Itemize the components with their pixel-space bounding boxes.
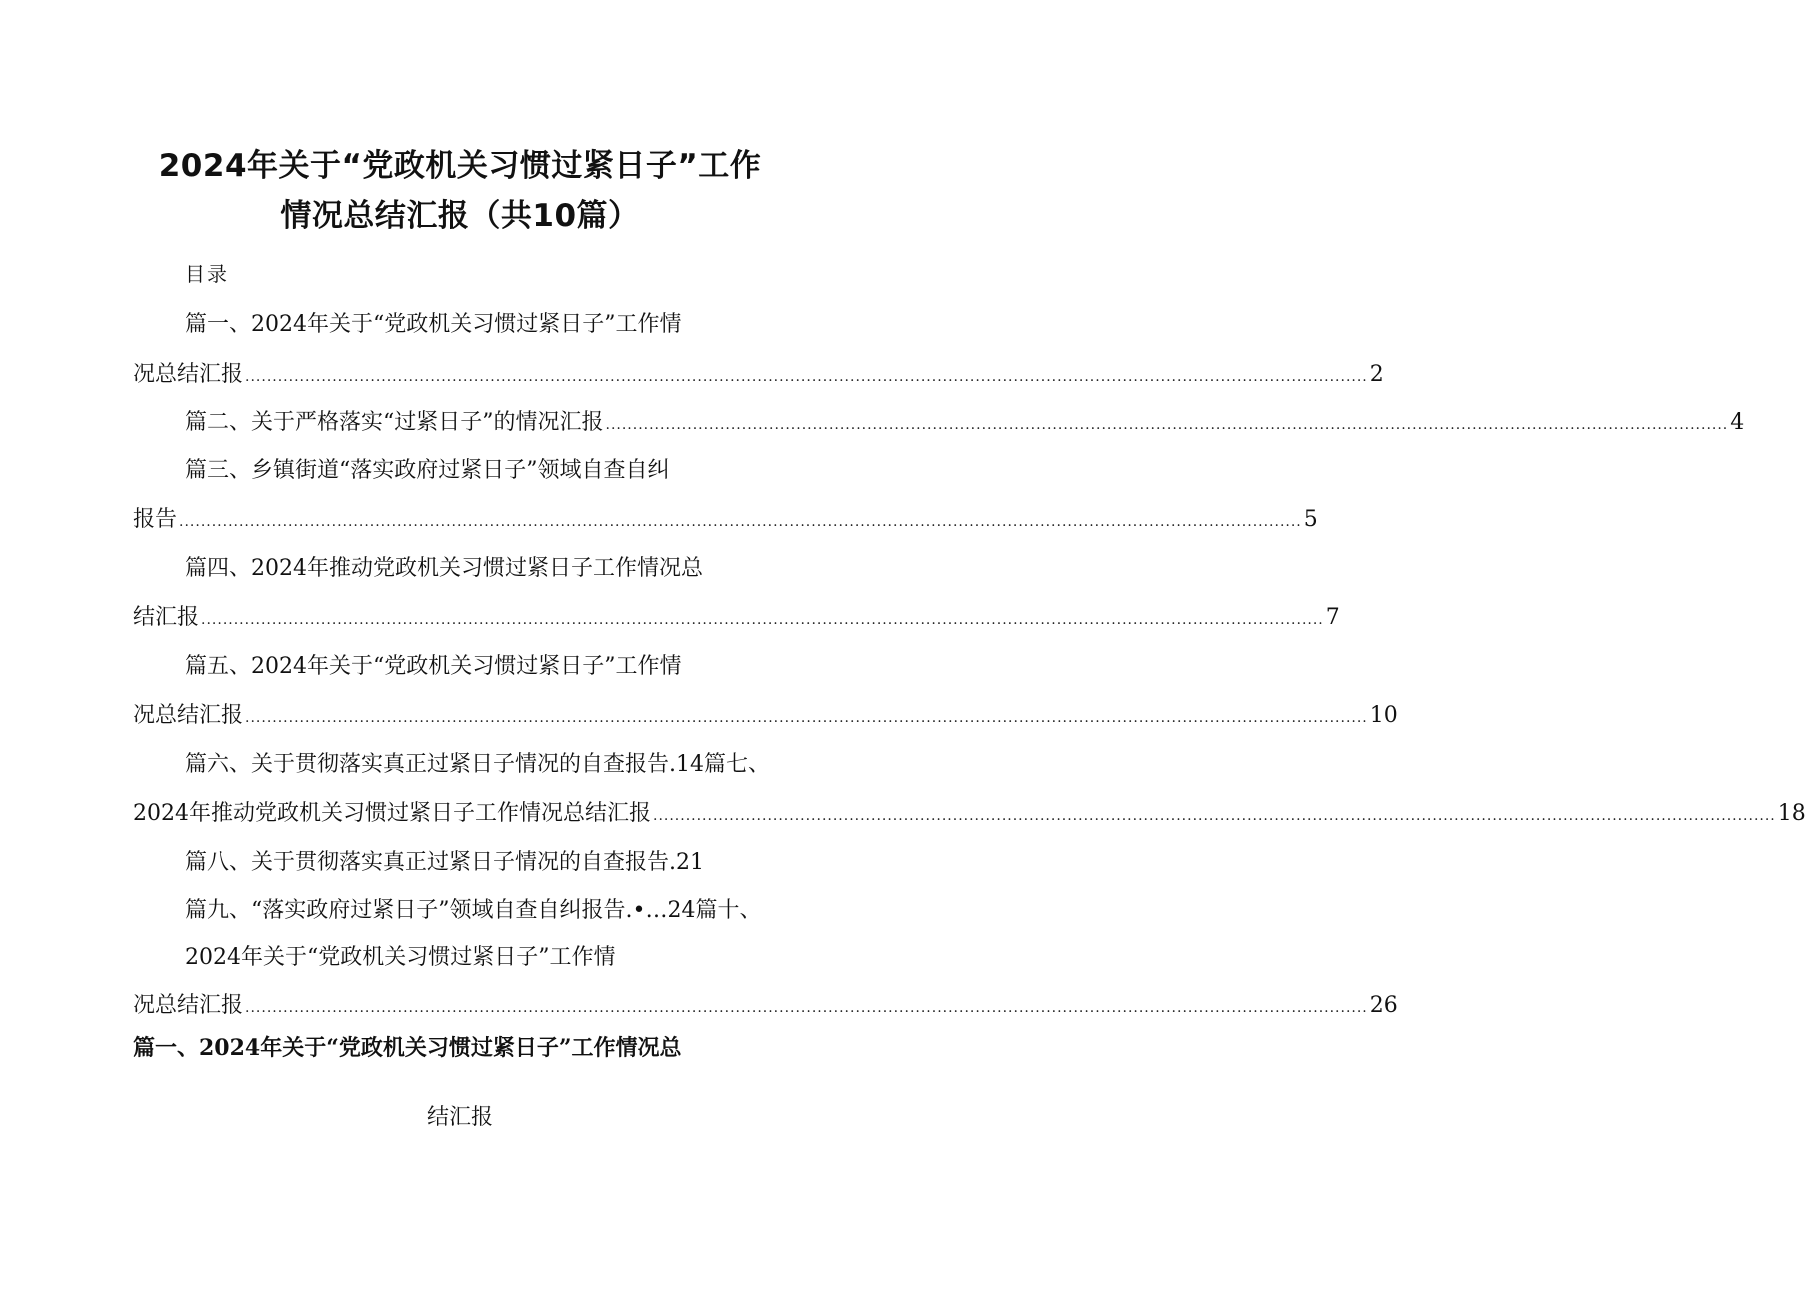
toc-leader-dots: ..............................................................................................................................................................................................................: [605, 417, 1729, 433]
toc-page-number: 2: [1369, 362, 1384, 387]
toc-leader-dots: ..............................................................................................................................................................................................................: [653, 808, 1776, 824]
toc-entry-5-line-2[interactable]: [133, 701, 1398, 731]
toc-entry-text: 况总结汇报: [133, 993, 244, 1018]
document-title-line-1: 2024年关于“党政机关习惯过紧日子”工作: [158, 148, 762, 184]
toc-entry-8[interactable]: 篇八、关于贯彻落实真正过紧日子情况的自查报告.21: [185, 850, 704, 875]
toc-entry-text: 况总结汇报: [133, 703, 244, 728]
toc-heading: 目录: [185, 262, 229, 286]
section-1-title-line-1: 篇一、2024年关于“党政机关习惯过紧日子”工作情况总: [133, 1035, 682, 1061]
toc-page-number: 5: [1303, 507, 1318, 532]
toc-page-number: 7: [1325, 605, 1340, 630]
document-title-line-2: 情况总结汇报（共10篇）: [280, 198, 640, 234]
toc-leader-dots: ..............................................................................................................................................................................................................: [179, 514, 1302, 530]
toc-entry-10-line-2[interactable]: [133, 991, 1398, 1021]
toc-leader-dots: ..............................................................................................................................................................................................................: [245, 369, 1368, 385]
toc-entry-7-line-2[interactable]: [133, 799, 1806, 829]
toc-entry-9-line-1[interactable]: 篇九、“落实政府过紧日子”领域自查自纠报告.•…24篇十、: [185, 898, 762, 923]
toc-entry-1-line-2[interactable]: [133, 360, 1384, 390]
toc-entry-3-line-1[interactable]: 篇三、乡镇街道“落实政府过紧日子”领域自查自纠: [185, 458, 670, 483]
toc-entry-text: 结汇报: [133, 605, 200, 630]
toc-entry-text: 2024年推动党政机关习惯过紧日子工作情况总结汇报: [133, 801, 651, 826]
toc-entry-4-line-1[interactable]: 篇四、2024年推动党政机关习惯过紧日子工作情况总: [185, 556, 703, 581]
toc-entry-10-line-1[interactable]: 2024年关于“党政机关习惯过紧日子”工作情: [185, 945, 616, 970]
toc-page-number: 10: [1369, 703, 1398, 728]
section-1-title-line-2: 结汇报: [426, 1105, 493, 1130]
toc-leader-dots: ..............................................................................................................................................................................................................: [201, 612, 1324, 628]
toc-page-number: 18: [1777, 801, 1806, 826]
toc-entry-3-line-2[interactable]: [133, 505, 1318, 535]
toc-leader-dots: ..............................................................................................................................................................................................................: [245, 1000, 1368, 1016]
toc-page-number: 26: [1369, 993, 1398, 1018]
toc-entry-text: 篇二、关于严格落实“过紧日子”的情况汇报: [185, 410, 604, 435]
toc-entry-text: 况总结汇报: [133, 362, 244, 387]
toc-page-number: 4: [1730, 410, 1745, 435]
toc-entry-6-line-1[interactable]: 篇六、关于贯彻落实真正过紧日子情况的自查报告.14篇七、: [185, 752, 770, 777]
toc-entry-text: 报告: [133, 507, 178, 532]
toc-entry-5-line-1[interactable]: 篇五、2024年关于“党政机关习惯过紧日子”工作情: [185, 654, 682, 679]
toc-leader-dots: ..............................................................................................................................................................................................................: [245, 710, 1368, 726]
toc-entry-1-line-1[interactable]: 篇一、2024年关于“党政机关习惯过紧日子”工作情: [185, 312, 682, 337]
toc-entry-4-line-2[interactable]: [133, 603, 1340, 633]
toc-entry-2[interactable]: [185, 408, 1745, 438]
